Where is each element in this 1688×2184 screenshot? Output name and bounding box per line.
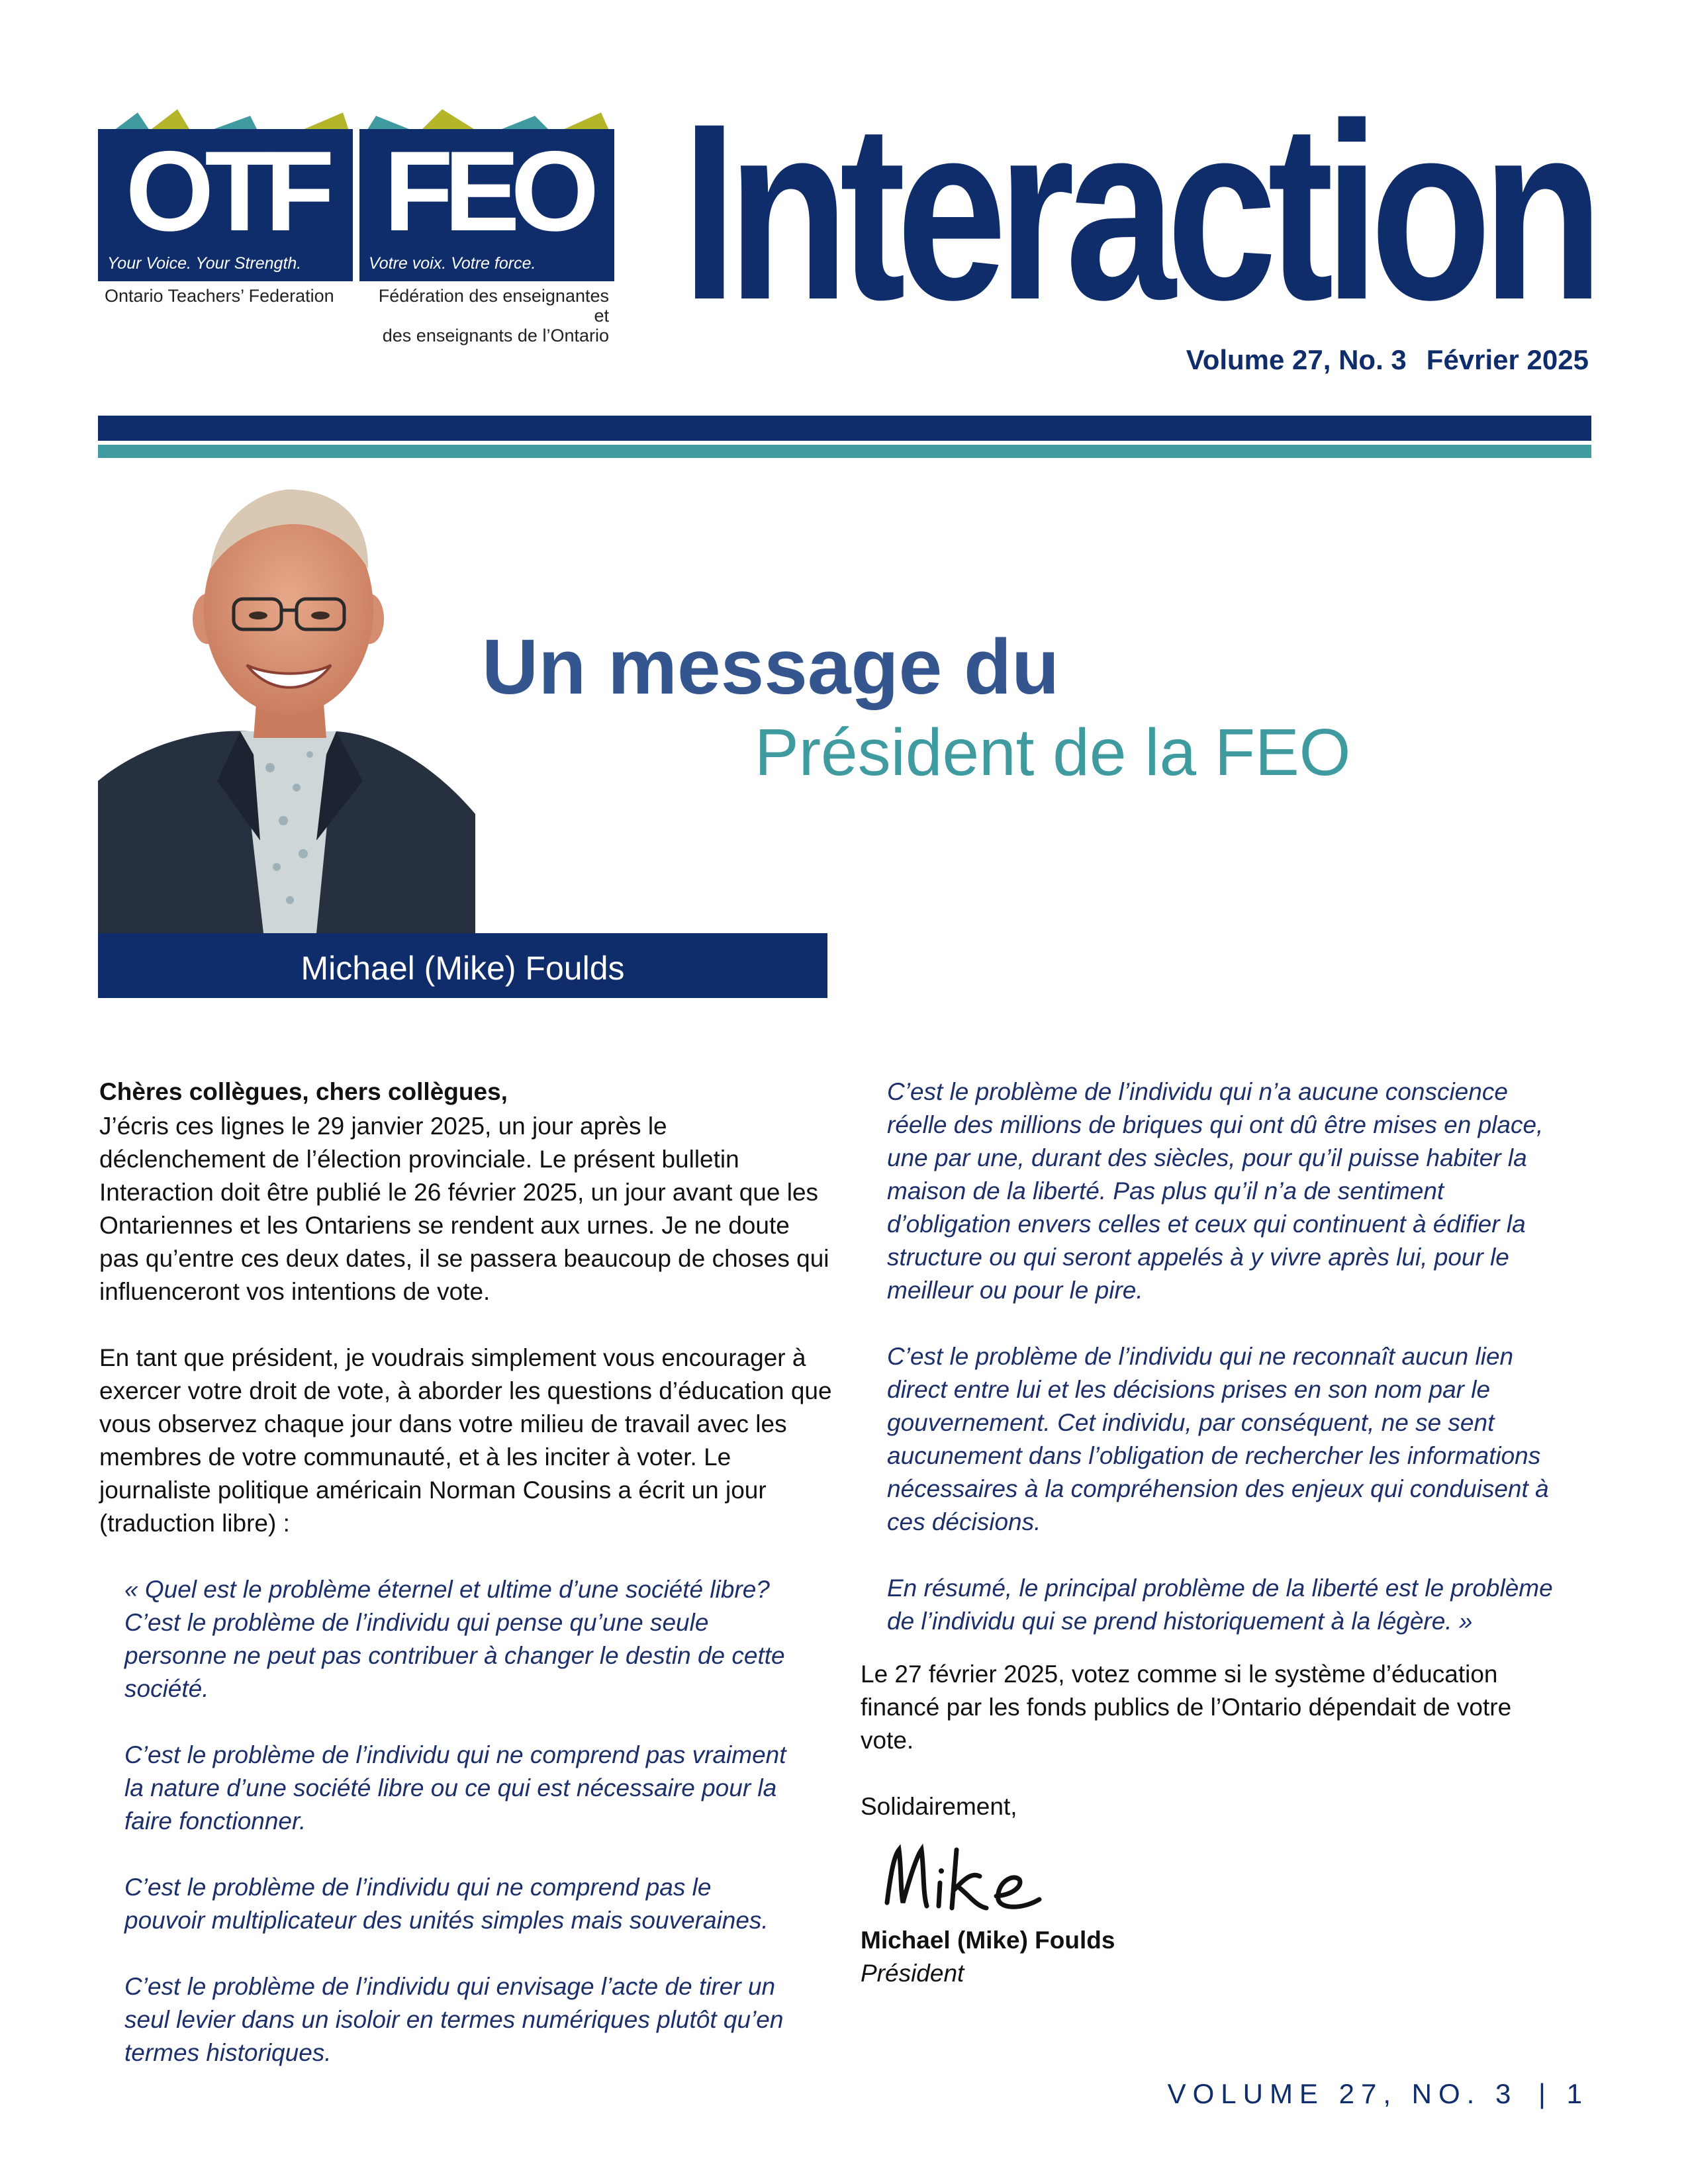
issue-date: Février 2025	[1426, 344, 1589, 375]
feo-tagline: Votre voix. Votre force.	[369, 254, 536, 273]
portrait-caption: Michael (Mike) Foulds	[301, 950, 625, 987]
quote-left-block	[99, 1573, 793, 2070]
masthead	[682, 93, 1595, 344]
feo-caption-line1: Fédération des enseignantes et	[378, 286, 609, 326]
otf-caption: Ontario Teachers’ Federation	[105, 286, 334, 306]
footer-page-number: 1	[1566, 2078, 1589, 2109]
article-right-column	[861, 1075, 1595, 1990]
greeting: Chères collègues, chers collègues,	[99, 1078, 508, 1105]
quote-paragraph: C’est le problème de l’individu qui n’a aucune conscience réelle des millions de briques qui ont dû être mises en place, une par une, durant des siècles, pour qu’il puisse habiter la maison de la liberté. Pas plus qu’il n’a de sentiment d’obligation envers celles et ceux qui continuent à édifier la structure ou qui seront appelés à y vivre après lui, pour le meilleur ou pour le pire.	[887, 1078, 1544, 1304]
footer-volume: VOLUME 27, NO. 3	[1167, 2078, 1518, 2109]
otf-logo-box	[98, 129, 353, 281]
feo-caption-line2: des enseignants de l’Ontario	[382, 326, 609, 345]
otf-tagline: Your Voice. Your Strength.	[107, 254, 302, 273]
issue-volume: Volume 27, No. 3	[1186, 344, 1407, 375]
quote-paragraph: C’est le problème de l’individu qui ne comprend pas vraiment la nature d’une société libre ou ce qui est nécessaire pour la faire fonctionner.	[124, 1741, 786, 1835]
quote-paragraph: C’est le problème de l’individu qui envisage l’acte de tirer un seul levier dans un isoloir en termes numériques plutôt qu’en termes historiques.	[124, 1973, 784, 2066]
portrait-illustration	[98, 470, 475, 933]
president-portrait	[98, 470, 475, 933]
quote-paragraph: « Quel est le problème éternel et ultime d’une société libre? C’est le problème de l’individu qui pense qu’une seule personne ne peut pas contribuer à changer le destin de cette société.	[124, 1576, 785, 1702]
feo-logo-word: FEO	[383, 128, 590, 255]
signer-name: Michael (Mike) Foulds	[861, 1927, 1115, 1954]
masthead-title: Interaction	[682, 93, 1595, 344]
portrait-caption-bar	[98, 933, 827, 998]
headline-line1: Un message du	[482, 623, 1060, 711]
signature-image	[880, 1837, 1053, 1923]
footer-divider: |	[1538, 2078, 1552, 2109]
quote-paragraph: C’est le problème de l’individu qui ne comprend pas le pouvoir multiplicateur des unités simples mais souveraines.	[124, 1874, 769, 1934]
article-left-column	[99, 1075, 834, 2070]
intro-paragraph-2: En tant que président, je voudrais simplement vous encourager à exercer votre droit de vote, à aborder les questions d’éducation que vous observez chaque jour dans votre milieu de travail avec les membres de votre communauté, et à les inciter à voter. Le journaliste politique américain Norman Cousins a écrit un jour (traduction libre) :	[99, 1344, 832, 1537]
closing-paragraph: Le 27 février 2025, votez comme si le système d’éducation financé par les fonds publics de l’Ontario dépendait de votre vote.	[861, 1661, 1512, 1754]
header-rule-teal	[98, 445, 1591, 458]
headline-line2: Président de la FEO	[755, 715, 1351, 790]
signature	[880, 1837, 1595, 1923]
quote-paragraph: C’est le problème de l’individu qui ne reconnaît aucun lien direct entre lui et les décisions prises en son nom par le gouvernement. Cet individu, par conséquent, ne se sent aucunement dans l’obligation de rechercher les informations nécessaires à la compréhension des enjeux qui conduisent à ces décisions.	[887, 1343, 1549, 1535]
intro-paragraph-1: J’écris ces lignes le 29 janvier 2025, un jour après le déclenchement de l’élection provinciale. Le présent bulletin Interaction doit être publié le 26 février 2025, un jour avant que les Ontariennes et les Ontariens se rendent aux urnes. Je ne doute pas qu’entre ces deux dates, il se passera beaucoup de choses qui influenceront vos intentions de vote.	[99, 1113, 829, 1305]
quote-paragraph: En résumé, le principal problème de la liberté est le problème de l’individu qui se prend historiquement à la légère. »	[887, 1574, 1553, 1635]
quote-right-block	[861, 1075, 1556, 1638]
signoff: Solidairement,	[861, 1793, 1017, 1820]
header-rule-navy	[98, 416, 1591, 441]
otf-logo-word: OTF	[125, 128, 326, 255]
page-footer	[1168, 2078, 1589, 2110]
issue-line	[1186, 344, 1589, 376]
feo-caption	[361, 286, 609, 345]
signer-title: Président	[861, 1960, 964, 1987]
feo-logo-box	[359, 129, 614, 281]
